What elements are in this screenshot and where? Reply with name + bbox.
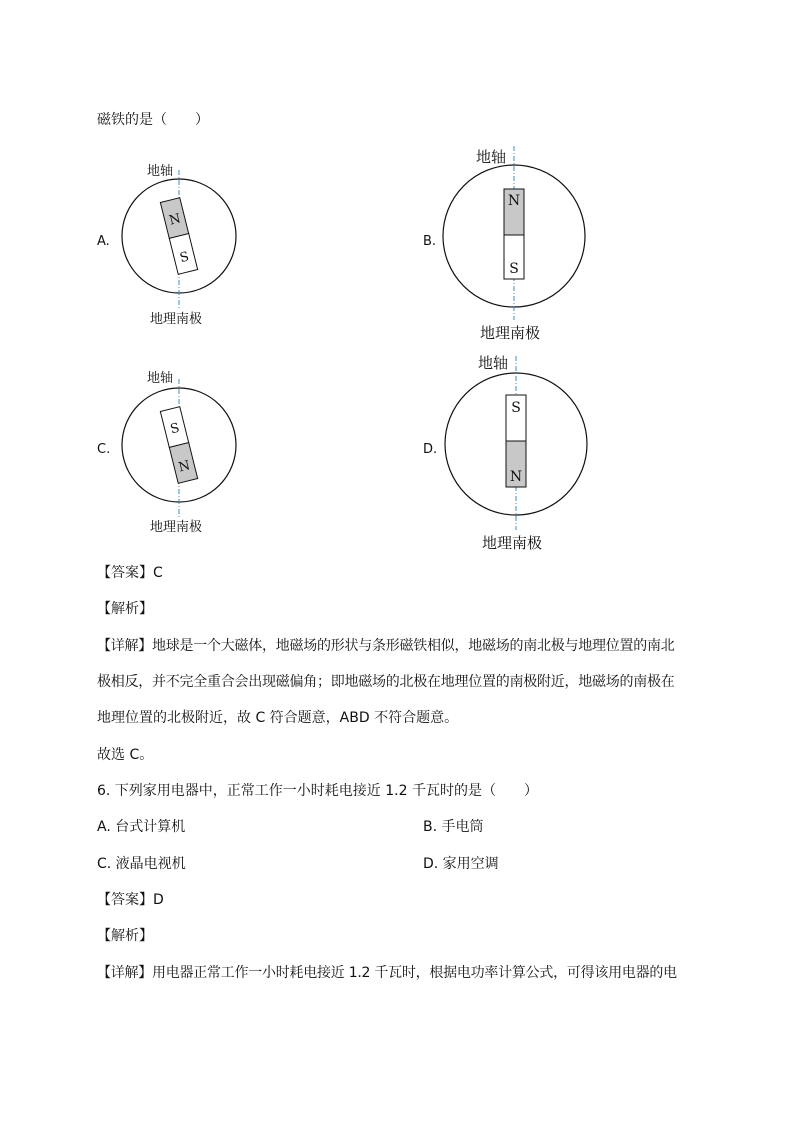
figure-b-south-label: 地理南极 bbox=[480, 324, 541, 342]
figure-a-diagram bbox=[110, 170, 250, 310]
question-tail: 磁铁的是（ ） bbox=[97, 112, 209, 128]
figure-a-axis-label: 地轴 bbox=[147, 164, 174, 179]
figure-c-diagram bbox=[110, 379, 250, 519]
figure-c-axis-label: 地轴 bbox=[147, 371, 174, 386]
figure-d-diagram bbox=[442, 356, 592, 532]
bar-magnet bbox=[160, 198, 197, 275]
magnet-bottom-label: N bbox=[509, 469, 523, 485]
q6-detail: 【详解】用电器正常工作一小时耗电接近 1.2 千瓦时，根据电功率计算公式，可得该用电器的电 bbox=[97, 965, 677, 981]
figure-d-axis-label: 地轴 bbox=[478, 354, 509, 372]
magnet-bottom-label: S bbox=[178, 249, 191, 267]
magnet-bottom-label: S bbox=[509, 261, 519, 277]
figure-c-letter: C. bbox=[97, 442, 111, 457]
q5-detail-line-1: 【详解】地球是一个大磁体，地磁场的形状与条形磁铁相似，地磁场的南北极与地理位置的南北 bbox=[97, 638, 675, 654]
q5-detail-line-2: 极相反，并不完全重合会出现磁偏角；即地磁场的北极在地理位置的南极附近，地磁场的南极在 bbox=[97, 674, 675, 690]
figure-a-south-label: 地理南极 bbox=[150, 312, 203, 327]
q5-detail-line-3: 地理位置的北极附近，故 C 符合题意，ABD 不符合题意。 bbox=[97, 710, 459, 726]
q6-choice-c: C. 液晶电视机 bbox=[97, 856, 186, 872]
figure-b-letter: B. bbox=[423, 234, 437, 249]
q5-conclusion: 故选 C。 bbox=[97, 747, 154, 763]
q6-choice-b: B. 手电筒 bbox=[423, 819, 484, 835]
bar-magnet bbox=[160, 407, 197, 484]
q6-answer: 【答案】D bbox=[97, 892, 164, 908]
q6-choice-a: A. 台式计算机 bbox=[97, 819, 186, 835]
q6-choice-d: D. 家用空调 bbox=[423, 856, 499, 872]
q5-answer: 【答案】C bbox=[97, 565, 163, 581]
figure-c-south-label: 地理南极 bbox=[150, 520, 203, 535]
magnet-top-label: S bbox=[511, 400, 521, 416]
q6-analysis-title: 【解析】 bbox=[97, 928, 153, 944]
magnet-top-label: N bbox=[167, 211, 183, 229]
figure-d-letter: D. bbox=[423, 442, 438, 457]
magnet-top-label: S bbox=[168, 420, 182, 438]
figure-b-axis-label: 地轴 bbox=[476, 148, 507, 166]
magnet-bottom-label: N bbox=[177, 458, 192, 476]
q6-stem: 6. 下列家用电器中，正常工作一小时耗电接近 1.2 千瓦时的是（ ） bbox=[97, 783, 538, 799]
figure-d-south-label: 地理南极 bbox=[482, 534, 543, 552]
figure-a-letter: A. bbox=[97, 234, 110, 249]
figure-b-diagram bbox=[440, 146, 590, 322]
q5-analysis-title: 【解析】 bbox=[97, 601, 153, 617]
magnet-top-label: N bbox=[507, 193, 521, 209]
